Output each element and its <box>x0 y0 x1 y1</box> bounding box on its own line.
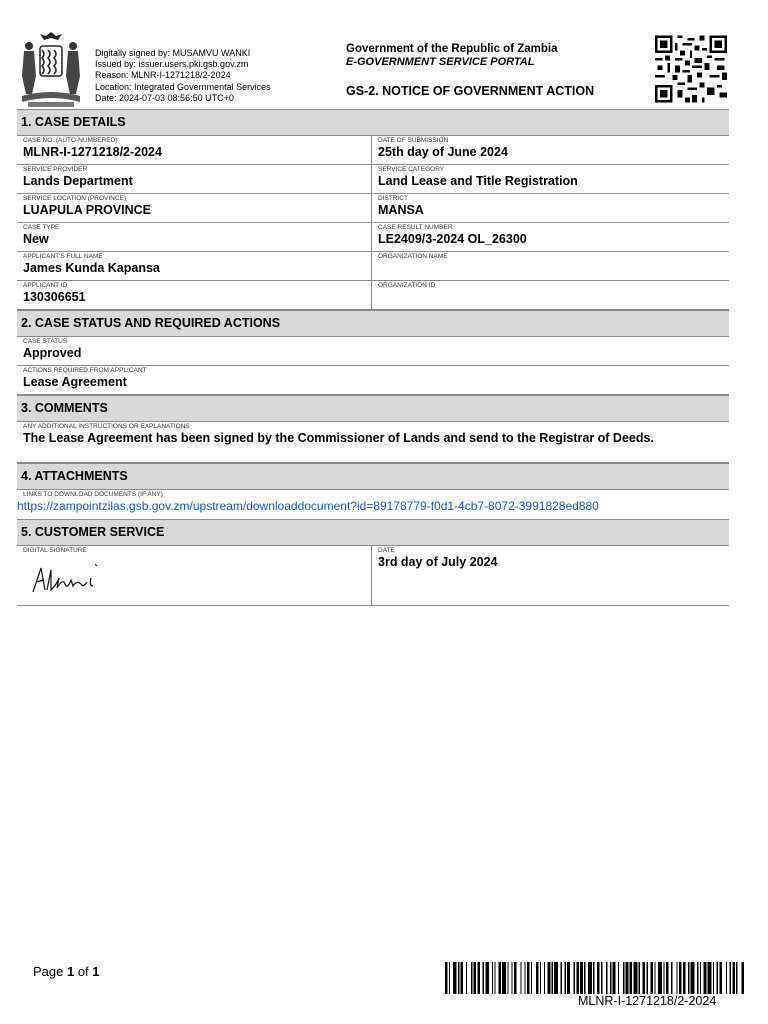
digital-signature-cell <box>17 546 372 605</box>
form-row <box>17 490 729 519</box>
organization-name-label: ORGANIZATION NAME <box>378 253 448 260</box>
service-category-cell <box>372 165 729 193</box>
case-number-value: MLNR-I-1271218/2-2024 <box>23 145 162 159</box>
page-number <box>33 964 100 979</box>
service-provider-label: SERVICE PROVIDER <box>23 166 88 173</box>
organization-id-label: ORGANIZATION ID <box>378 282 436 289</box>
form-row <box>17 252 729 281</box>
applicant-name-value: James Kunda Kapansa <box>23 261 160 275</box>
form-row <box>17 223 729 252</box>
signature-date-value: 3rd day of July 2024 <box>378 555 498 569</box>
reason-text: Reason: MLNR-I-1271218/2-2024 <box>95 70 231 81</box>
applicant-name-cell <box>17 252 372 280</box>
case-number-label: CASE NO. (AUTO-NUMBERED) <box>23 137 118 144</box>
applicant-name-label: APPLICANT'S FULL NAME <box>23 253 103 260</box>
handwritten-signature-icon <box>27 560 107 600</box>
organization-id-cell <box>372 281 729 309</box>
section-case-details-header: 1. CASE DETAILS <box>17 109 729 136</box>
case-result-label: CASE RESULT NUMBER <box>378 224 453 231</box>
applicant-id-value: 130306651 <box>23 290 86 304</box>
form-row <box>17 281 729 310</box>
service-category-label: SERVICE CATEGORY <box>378 166 445 173</box>
district-cell <box>372 194 729 222</box>
signature-date-label: DATE <box>378 547 395 554</box>
section-customer-service-header: 5. CUSTOMER SERVICE <box>17 519 729 546</box>
applicant-id-cell <box>17 281 372 309</box>
service-location-label: SERVICE LOCATION (PROVINCE) <box>23 195 127 202</box>
submission-date-label: DATE OF SUBMISSION <box>378 137 449 144</box>
comments-value: The Lease Agreement has been signed by the Commissioner of Lands and send to the Registrar of Deeds. <box>23 431 654 445</box>
form-row <box>17 422 729 463</box>
case-number-cell <box>17 136 372 164</box>
form-title: GS-2. NOTICE OF GOVERNMENT ACTION <box>346 84 595 98</box>
coat-of-arms-icon <box>18 32 84 108</box>
required-actions-value: Lease Agreement <box>23 375 127 389</box>
section-attachments-header: 4. ATTACHMENTS <box>17 463 729 490</box>
attachments-label: LINKS TO DOWNLOAD DOCUMENTS (IF ANY) <box>23 491 163 498</box>
district-value: MANSA <box>378 203 424 217</box>
required-actions-label: ACTIONS REQUIRED FROM APPLICANT <box>23 367 147 374</box>
attachments-cell <box>17 490 729 519</box>
service-provider-value: Lands Department <box>23 174 133 188</box>
case-status-value: Approved <box>23 346 82 360</box>
barcode-number: MLNR-I-1271218/2-2024 <box>578 994 717 1008</box>
signed-by-text: Digitally signed by: MUSAMVU WANKI <box>95 48 251 58</box>
comments-cell <box>17 422 729 462</box>
required-actions-cell <box>17 366 729 394</box>
organization-name-cell <box>372 252 729 280</box>
service-location-value: LUAPULA PROVINCE <box>23 203 152 217</box>
service-provider-cell <box>17 165 372 193</box>
location-text: Location: Integrated Governmental Services <box>95 81 271 92</box>
document-header <box>0 0 768 110</box>
form-row <box>17 337 729 366</box>
form-row <box>17 136 729 165</box>
case-result-cell <box>372 223 729 251</box>
digital-signature-label: DIGITAL SIGNATURE <box>23 547 87 554</box>
case-status-label: CASE STATUS <box>23 338 68 345</box>
notice-form <box>17 109 729 606</box>
page-total: 1 <box>92 964 100 979</box>
digital-signature-block <box>95 48 271 104</box>
submission-date-value: 25th day of June 2024 <box>378 145 508 159</box>
service-location-cell <box>17 194 372 222</box>
page-current: 1 <box>66 964 75 979</box>
portal-name: E-GOVERNMENT SERVICE PORTAL <box>346 56 535 68</box>
case-result-value: LE2409/3-2024 OL_26300 <box>378 232 527 246</box>
form-row <box>17 194 729 223</box>
section-comments-header: 3. COMMENTS <box>17 395 729 422</box>
government-title-block <box>346 43 594 98</box>
case-type-cell <box>17 223 372 251</box>
section-case-status-header: 2. CASE STATUS AND REQUIRED ACTIONS <box>17 310 729 337</box>
form-row <box>17 546 729 606</box>
barcode-icon <box>445 962 745 994</box>
signature-date-cell <box>372 546 729 605</box>
signed-date-text: Date: 2024-07-03 08:56:50 UTC+0 <box>95 92 234 103</box>
service-category-value: Land Lease and Title Registration <box>378 174 578 188</box>
district-label: DISTRICT <box>378 195 408 202</box>
page-of: of <box>74 964 93 979</box>
page-prefix: Page <box>33 964 67 979</box>
form-row <box>17 366 729 395</box>
applicant-id-label: APPLICANT ID <box>23 282 68 289</box>
form-row <box>17 165 729 194</box>
government-name: Government of the Republic of Zambia <box>346 43 558 55</box>
comments-label: ANY ADDITIONAL INSTRUCTIONS OR EXPLANATIONS <box>23 423 190 430</box>
download-document-link[interactable]: https://zampointzilas.gsb.gov.zm/upstream/downloaddocument?id=89178779-f0d1-4cb7-8072-3991828ed880 <box>17 499 599 513</box>
case-status-cell <box>17 337 729 365</box>
case-type-label: CASE TYPE <box>23 224 60 231</box>
submission-date-cell <box>372 136 729 164</box>
qr-code-icon <box>655 35 727 103</box>
case-type-value: New <box>23 232 49 246</box>
issued-by-text: Issued by: issuer.users.pki.gsb.gov.zm <box>95 59 249 70</box>
